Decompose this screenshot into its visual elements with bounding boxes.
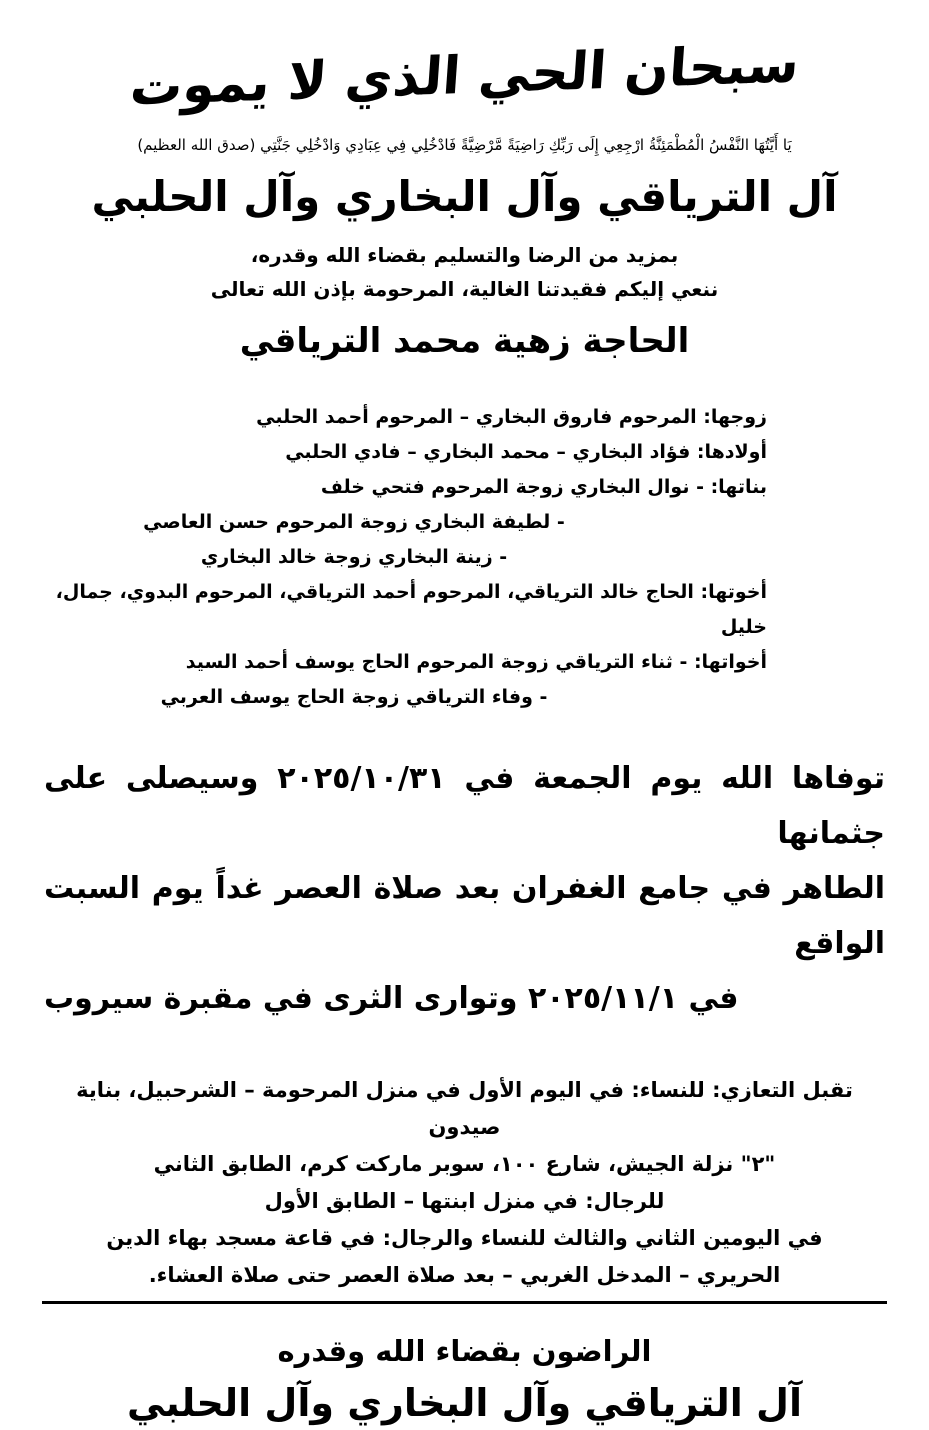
announcement-line-2: الطاهر في جامع الغفران بعد صلاة العصر غداً يوم السبت الواقع <box>44 871 885 961</box>
relation-husband: زوجها: المرحوم فاروق البخاري – المرحوم أحمد الحلبي <box>256 406 767 428</box>
condolences-details <box>4 1072 925 1294</box>
obituary-page <box>4 26 925 1425</box>
relation-sons: أولادها: فؤاد البخاري – محمد البخاري – فادي الحلبي <box>285 441 767 463</box>
relation-brothers: أخوتها: الحاج خالد الترياقي، المرحوم أحمد الترياقي، المرحوم البدوي، جمال، خليل <box>55 581 767 638</box>
obituary-intro <box>4 238 925 306</box>
basmala-calligraphy: سبحان الحي الذي لا يموت <box>128 34 801 118</box>
relation-daughters: بناتها: - نوال البخاري زوجة المرحوم فتحي خلف <box>320 476 767 498</box>
divider <box>42 1301 887 1304</box>
announcement-line-3: في ٢٠٢٥/١١/١ وتوارى الثرى في مقبرة سيروب <box>44 981 739 1016</box>
relation-daughter-3: - زينة البخاري زوجة خالد البخاري <box>200 546 508 568</box>
intro-line-1: بمزيد من الرضا والتسليم بقضاء الله وقدره، <box>250 243 679 267</box>
closing-phrase: الراضون بقضاء الله وقدره <box>277 1334 652 1368</box>
condolences-mosque-hall: الحريري – المدخل الغربي – بعد صلاة العصر حتى صلاة العشاء. <box>148 1263 781 1287</box>
family-signature: آل الترياقي وآل البخاري وآل الحلبي <box>126 1381 802 1425</box>
intro-line-2: ننعي إليكم فقيدتنا الغالية، المرحومة بإذن الله تعالى <box>210 277 719 301</box>
relation-sisters: أخواتها: - ثناء الترياقي زوجة المرحوم الحاج يوسف أحمد السيد <box>185 651 767 673</box>
announcement-line-1: توفاها الله يوم الجمعة في ٢٠٢٥/١٠/٣١ وسيصلى على جثمانها <box>44 761 885 851</box>
funeral-announcement <box>44 751 885 1026</box>
condolences-days-2-3: في اليومين الثاني والثالث للنساء والرجال: في قاعة مسجد بهاء الدين <box>106 1226 823 1250</box>
condolences-address: "٢" نزلة الجيش، شارع ١٠٠، سوبر ماركت كرم، الطابق الثاني <box>153 1152 776 1176</box>
relations-list <box>4 400 925 715</box>
condolences-men: للرجال: في منزل ابنتها – الطابق الأول <box>264 1189 665 1213</box>
condolences-women-day1: تقبل التعازي: للنساء: في اليوم الأول في منزل المرحومة – الشرحبيل، بناية صيدون <box>76 1078 853 1139</box>
deceased-name: الحاجة زهية محمد الترياقي <box>239 321 690 361</box>
relation-sister-2: - وفاء الترياقي زوجة الحاج يوسف العربي <box>160 686 548 708</box>
quran-verse: يَا أَيَّتُهَا النَّفْسُ الْمُطْمَئِنَّةُ ارْجِعِي إِلَى رَبِّكِ رَاضِيَةً مَّرْضِيَّةً فَادْخُلِي فِي عِبَادِي وَادْخُلِي جَنَّتِي (صدق الله العظيم) <box>137 136 792 154</box>
relation-daughter-2: - لطيفة البخاري زوجة المرحوم حسن العاصي <box>143 511 565 533</box>
families-title: آل الترياقي وآل البخاري وآل الحلبي <box>91 172 838 221</box>
